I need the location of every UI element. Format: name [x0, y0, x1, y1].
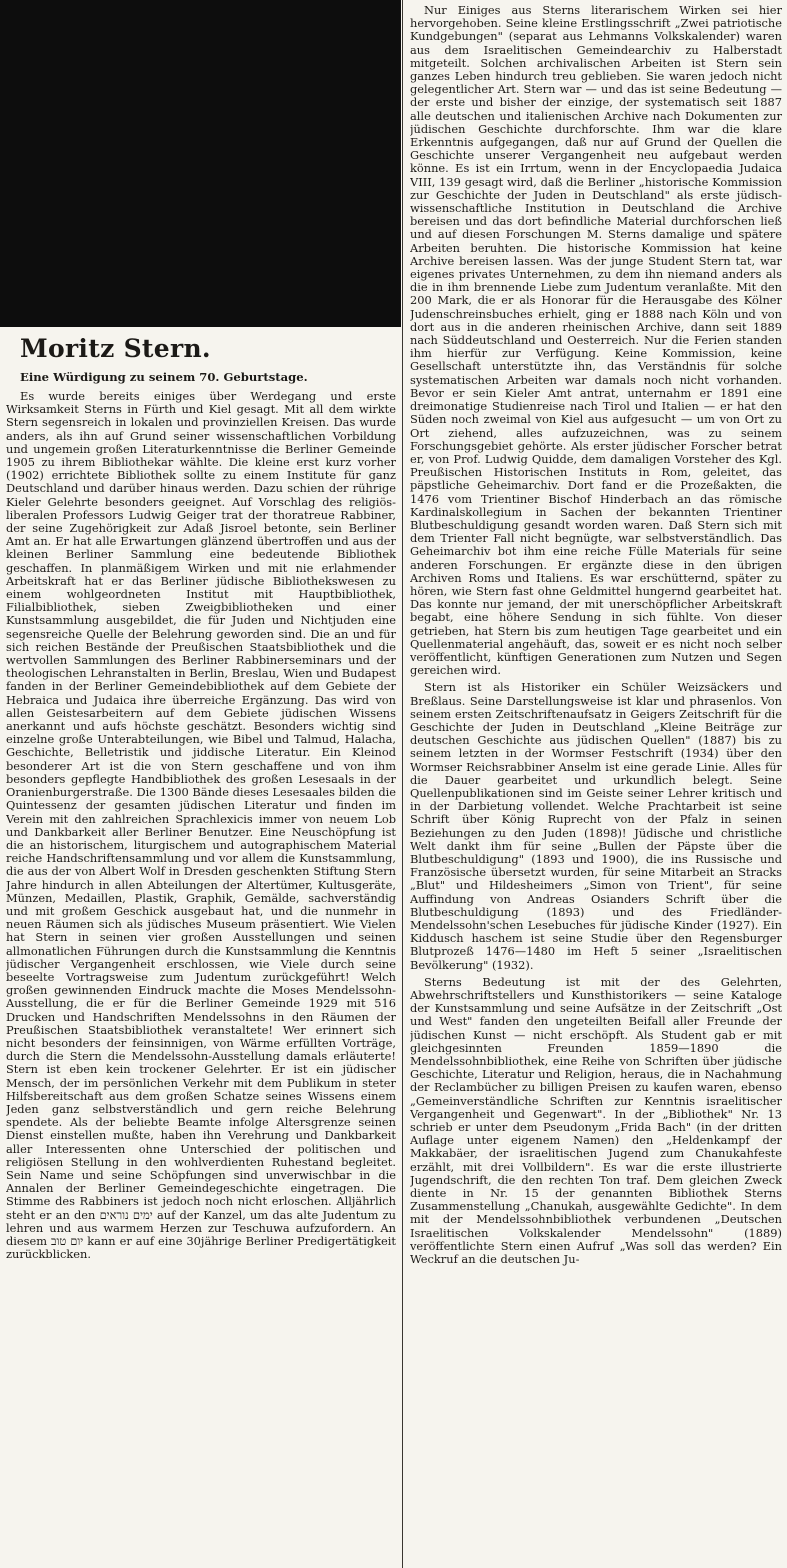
right-column — [410, 4, 782, 1564]
right-paragraph-1: Nur Einiges aus Sterns literarischem Wirken sei hier hervorgehoben. Seine kleine Erstlingsschrift „Zwei patriotische Kundgebungen" (separat aus Lehmanns Volkskalender) waren aus dem Israelitischen Gemeindearchiv zu Halberstadt mitgeteilt. Solchen archivalischen Arbeiten ist Stern sein ganzes Leben hindurch treu geblieben. Sie waren jedoch nicht gelegentlicher Art. Stern war — und das ist seine Bedeutung — der erste und bisher der einzige, der systematisch seit 1887 alle deutschen und italienischen Archive nach Dokumenten zur jüdischen Geschichte durchforschte. Ihm war die klare Erkenntnis aufgegangen, daß nur auf Grund der Quellen die Geschichte unserer Vergangenheit neu aufgebaut werden könne. Es ist ein Irrtum, wenn in der Encyclopaedia Judaica VIII, 139 gesagt wird, daß die Berliner „historische Kommission zur Geschichte der Juden in Deutschland" als erste jüdisch-wissenschaftliche Institution in Deutschland die Archive bereisen und das dort befindliche Material durchforschen ließ und auf diesen Forschungen M. Sterns damalige und spätere Arbeiten beruhten. Die historische Kommission hat keine Archive bereisen lassen. Was der junge Student Stern tat, war eigenes privates Unternehmen, zu dem ihn niemand anders als die in ihm brennende Liebe zum Judentum veranlaßte. Mit den 200 Mark, die er als Honorar für die Herausgabe des Kölner Judenschreinsbuches erhielt, ging er 1888 nach Köln und von dort aus in die anderen rheinischen Archive, dann seit 1889 nach Süddeutschland und Oesterreich. Nur die Ferien standen ihm hierfür zur Verfügung. Keine Kommission, keine Gesellschaft unterstützte ihn, das Verständnis für solche systematischen Arbeiten war damals noch nicht vorhanden. Bevor er sein Kieler Amt antrat, unternahm er 1891 eine dreimonatige Studienreise nach Tirol und Italien — er hat den Süden noch zweimal von Kiel aus aufgesucht — um von Ort zu Ort ziehend, alles aufzuzeichnen, was zu seinem Forschungsgebiet gehörte. Als erster jüdischer Forscher betrat er, von Prof. Ludwig Quidde, dem damaligen Vorsteher des Kgl. Preußischen Historischen Instituts in Rom, geleitet, das päpstliche Geheimarchiv. Dort fand er die Prozeßakten, die 1476 vom Trientiner Bischof Hinderbach an das römische Kardinalskollegium in Sachen der bekannten Trientiner Blutbeschuldigung gesandt worden waren. Daß Stern sich mit dem Trienter Fall nicht begnügte, war selbstverständlich. Das Geheimarchiv bot ihm eine reiche Fülle Materials für seine anderen Forschungen. Er ergänzte diese in den übrigen Archiven Roms und Italiens. Es war erschütternd, später zu hören, wie Stern fast ohne Geldmittel hungernd gearbeitet hat. Das konnte nur jemand, der mit unerschöpflicher Arbeitskraft begabt, eine höhere Sendung in sich fühlte. Von dieser getrieben, hat Stern bis zum heutigen Tage gearbeitet und ein Quellenmaterial angehäuft, das, soweit er es nicht noch selber veröffentlicht, künftigen Generationen zum Nutzen und Segen gereichen wird. — [410, 4, 782, 678]
article-subtitle: Eine Würdigung zu seinem 70. Geburtstage. — [20, 370, 308, 384]
left-column — [6, 334, 396, 1564]
column-divider — [402, 0, 403, 1568]
black-image-area — [0, 0, 401, 327]
right-paragraph-3: Sterns Bedeutung ist mit der des Gelehrten, Abwehrschriftstellers und Kunsthistorikers — seine Kataloge der Kunstsammlung und seine Aufsätze in der Zeitschrift „Ost und West" fanden den ungeteilten Beifall aller Freunde der jüdischen Kunst — nicht erschöpft. Als Student gab er mit gleichgesinnten Freunden 1859—1890 die Mendelssohnbibliothek, eine Reihe von Schriften über jüdische Geschichte, Literatur und Religion, heraus, die in Nachahmung der Reclambücher zu billigen Preisen zu kaufen waren, ebenso „Gemeinverständliche Schriften zur Kenntnis israelitischer Vergangenheit und Gegenwart". In der „Bibliothek" Nr. 13 schrieb er unter dem Pseudonym „Frida Bach" (in der dritten Auflage unter eigenem Namen) den „Heldenkampf der Makkabäer, der israelitischen Jugend zum Chanukahfeste erzählt, mit drei Vollbildern". Es war die erste illustrierte Jugendschrift, die den rechten Ton traf. Dem gleichen Zweck diente in Nr. 15 der genannten Bibliothek Sterns Zusammenstellung „Chanukah, ausgewählte Gedichte". In dem mit der Mendelssohnbibliothek verbundenen „Deutschen Israelitischen Volkskalender Mendelssohn" (1889) veröffentlichte Stern einen Aufruf „Was soll das werden? Ein Weckruf an die deutschen Ju- — [410, 974, 782, 1267]
right-paragraph-2: Stern ist als Historiker ein Schüler Weizsäckers und Breßlaus. Seine Darstellungsweise ist klar und phrasenlos. Von seinem ersten Zeitschriftenaufsatz in Geigers Zeitschrift für die Geschichte der Juden in Deutschland „Kleine Beiträge zur deutschen Geschichte aus jüdischen Quellen" (1887) bis zu seinem letzten in der Wormser Festschrift (1934) über den Wormser Reichsrabbiner Anselm ist eine gerade Linie. Alles für die Dauer gearbeitet und urkundlich belegt. Seine Quellenpublikationen sind im Geiste seiner Lehrer kritisch und in der Darbietung vollendet. Welche Prachtarbeit ist seine Schrift über König Ruprecht von der Pfalz in seinen Beziehungen zu den Juden (1898)! Jüdische und christliche Welt dankt ihm für seine „Bullen der Päpste über die Blutbeschuldigung" (1893 und 1900), die ins Russische und Französische übersetzt wurden, für seine Mitarbeit an Stracks „Blut" und Hildesheimers „Simon von Trient", für seine Auffindung von Andreas Osianders Schrift über die Blutbeschuldigung (1893) und des Friedländer-Mendelssohn'schen Lesebuches für jüdische Kinder (1927). Ein Kiddusch haschem ist seine Studie über den Regensburger Blutprozeß 1476—1480 im Heft 5 seiner „Israelitischen Bevölkerung" (1932). — [410, 680, 782, 972]
left-paragraph-1: Es wurde bereits einiges über Werdegang und erste Wirksamkeit Sterns in Fürth und Kiel gesagt. Mit all dem wirkte Stern segensreich in lokalen und provinziellen Kreisen. Das wurde anders, als ihn auf Grund seiner wissenschaftlichen Vorbildung und ungemein großen Literaturkenntnisse die Berliner Gemeinde 1905 zu ihrem Bibliothekar wählte. Die kleine erst kurz vorher (1902) errichtete Bibliothek sollte zu einem Institute für ganz Deutschland und darüber hinaus werden. Dazu schien der rührige Kieler Gelehrte besonders geeignet. Auf Vorschlag des religiös-liberalen Professors Ludwig Geiger trat der thoratreue Rabbiner, der seine Zugehörigkeit zur Adaß Jisroel betonte, sein Berliner Amt an. Er hat alle Erwartungen glänzend übertroffen und aus der kleinen Berliner Sammlung eine bedeutende Bibliothek geschaffen. In planmäßigem Wirken und mit nie erlahmender Arbeitskraft hat er das Berliner jüdische Bibliothekswesen zu einem wohlgeordneten Institut mit Hauptbibliothek, Filialbibliothek, sieben Zweigbibliotheken und einer Kunstsammlung ausgebildet, die für Juden und Nichtjuden eine segensreiche Quelle der Belehrung geworden sind. Die an und für sich reichen Bestände der Preußischen Staatsbibliothek und die wertvollen Sammlungen des Berliner Rabbinerseminars und der theologischen Lehranstalten in Berlin, Breslau, Wien und Budapest fanden in der Berliner Gemeindebibliothek auf dem Gebiete der Hebraica und Judaica ihre überreiche Ergänzung. Das wird von allen Geistesarbeitern auf dem Gebiete jüdischen Wissens anerkannt und aufs höchste geschätzt. Besonders wichtig sind einzelne große Unterabteilungen, wie Bibel und Talmud, Halacha, Geschichte, Belletristik und jiddische Literatur. Ein Kleinod besonderer Art ist die von Stern geschaffene und von ihm besonders gepflegte Handbibliothek des großen Lesesaals in der Oranienburgerstraße. Die 1300 Bände dieses Lesesaales bilden die Quintessenz der gesamten jüdischen Literatur und finden im Verein mit den zahlreichen Sprachlexicis immer von neuem Lob und Dankbarkeit aller Berliner Benutzer. Eine Neuschöpfung ist die an historischem, liturgischem und autographischem Material reiche Handschriftensammlung und vor allem die Kunstsammlung, die aus der von Albert Wolf in Dresden geschenkten Stiftung Stern Jahre hindurch in allen Abteilungen der Altertümer, Kultusgeräte, Münzen, Medaillen, Plastik, Graphik, Gemälde, sachverständig und mit großem Geschick ausgebaut hat, und die nunmehr in neuen Räumen sich als jüdisches Museum präsentiert. Wie Vielen hat Stern in seinen vier großen Ausstellungen und seinen allmonatlichen Führungen durch die Kunstsammlung die Kenntnis jüdischer Vergangenheit erschlossen, wie Viele durch seine beseelte Vortragsweise zum Judentum zurückgeführt! Welch großen gewinnenden Eindruck machte die Moses Mendelssohn-Ausstellung, die er für die Berliner Gemeinde 1929 mit 516 Drucken und Handschriften Mendelssohns in den Räumen der Preußischen Staatsbibliothek veranstaltete! Wer erinnert sich nicht besonders der feinsinnigen, von Wärme erfüllten Vorträge, durch die Stern die Mendelssohn-Ausstellung damals erläuterte! Stern ist eben kein trockener Gelehrter. Er ist ein jüdischer Mensch, der im persönlichen Verkehr mit dem Publikum in steter Hilfsbereitschaft aus dem großen Schatze seines Wissens einem Jeden ganz selbstverständlich und gern reiche Belehrung spendete. Als der beliebte Beamte infolge Altersgrenze seinen Dienst einstellen mußte, haben ihn Verehrung und Dankbarkeit aller Interessenten ohne Unterschied der politischen und religiösen Stellung in den wohlverdienten Ruhestand begleitet. Sein Name und seine Schöpfungen sind unverwischbar in die Annalen der Berliner Gemeindegeschichte eingetragen. Die Stimme des Rabbiners ist jedoch noch nicht erloschen. Alljährlich steht er an den ימים נוראים auf der Kanzel, um das alte Judentum zu lehren und aus warmem Herzen zur Teschuwa aufzufordern. An diesem יום טוב kann er auf eine 30jährige Berliner Predigertätigkeit zurückblicken. — [6, 389, 396, 1262]
article-title: Moritz Stern. — [20, 334, 211, 363]
